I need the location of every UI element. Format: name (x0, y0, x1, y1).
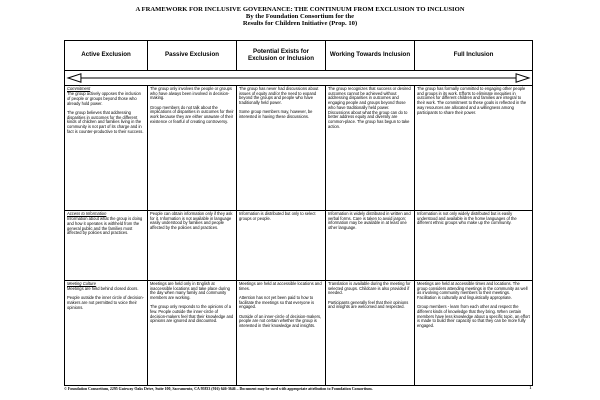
double-headed-arrow-icon (65, 71, 532, 85)
continuum-arrow-row (65, 71, 533, 86)
cell-text: The group recognizes that success or desired outcomes cannot be achieved without addressing disparities in outcomes and engaging people and groups beyond those who have traditionally held power. Discussions about what the group can do to better address equity and diversity are common-place. The group has begun to take action. (328, 86, 411, 129)
cell-text: People can obtain information only if they ask for it. Information is not available in language easily understood by families and people affected by the policies and practices. (150, 211, 233, 231)
access-potential (237, 211, 326, 281)
column-header-active-exclusion: Active Exclusion (65, 41, 148, 71)
commitment-row (65, 86, 533, 211)
cell-text: Information is not only widely distributed but is easily understood and available in the home languages of the different ethnic groups who make up the community. (417, 211, 517, 226)
commitment-full-inclusion (415, 86, 533, 211)
cell-text: Information is widely distributed in written and verbal forms. Care is taken to avoid jargon; information may be available in at least one other language. (328, 211, 411, 231)
cell-text: Participants generally feel that their opinions and insights are welcomed and respected. (328, 299, 409, 310)
commitment-potential (237, 86, 326, 211)
culture-full-inclusion (415, 281, 533, 386)
access-full-inclusion (415, 211, 533, 281)
access-row (65, 211, 533, 281)
culture-working-towards (326, 281, 415, 386)
access-working-towards (326, 211, 415, 281)
cell-text: The group has formally committed to engaging other people and groups in its work. Efforts to eliminate inequities in outcomes for different children and families are integral to their work. The commitment to these goals is reflected in the way resources are allocated and a willingness among participants to share their power. (417, 86, 527, 115)
continuum-arrow-cell (65, 71, 533, 86)
cell-text: Information is distributed but only to select groups or people. (239, 211, 316, 221)
cell-text: The group believes that addressing disparities in outcomes for the different kinds of children and families living in the community is not part of its charge and in fact is counter-productive to their success. (67, 109, 144, 134)
cell-text: Translation is available during the meeting for selected groups. Childcare is also provided if needed. (328, 281, 411, 296)
copyright-footer: © Foundation Consortium, 2295 Gateway Oaks Drive, Suite 100, Sacramento, CA 95833 (916) 646-3646 – Document may be used with appropriate attribution to Foundation Consortium. (64, 387, 373, 391)
culture-potential (237, 281, 326, 386)
cell-text: Some group members may, however, be interested in having these discussions. (239, 109, 313, 120)
column-header-row (65, 41, 533, 71)
cell-text: Group members - learn from each other and respect the different kinds of knowledge that they bring. When certain members have less knowledge about a specific topic, an effort is made to build their capacity so that they can be more fully engaged. (417, 304, 530, 329)
cell-text: Meetings are held at accessible times and locations. The group considers attending meetings in the community as well as involving community members to their meetings. Facilitation is culturally and linguistically appropriate. (417, 281, 528, 301)
cell-text: Group members do not talk about the implications of disparities in outcomes for their work because they are either unaware of their existence or fearful of creating controversy. (150, 104, 234, 124)
access-passive-exclusion (148, 211, 237, 281)
cell-text: Meetings are held at accessible locations and times. (239, 281, 322, 291)
title-line-1: A FRAMEWORK FOR INCLUSIVE GOVERNANCE: THE CONTINUUM FROM EXCLUSION TO INCLUSION (135, 6, 465, 13)
section-label-access: Access to Information (67, 211, 107, 216)
culture-passive-exclusion (148, 281, 237, 386)
cell-text: Information about what the group is doing and how it operates is withheld from the general public and the families most affected by policies and practices. (67, 216, 143, 236)
page-number: 1 (529, 385, 532, 391)
section-label-commitment: Commitment (67, 86, 91, 91)
commitment-passive-exclusion (148, 86, 237, 211)
cell-text: People outside the inner circle of decision-makers are not permitted to voice their opinions. (67, 295, 144, 310)
column-header-full-inclusion: Full Inclusion (415, 41, 533, 71)
culture-active-exclusion (65, 281, 148, 386)
section-label-meeting-culture: Meeting Culture (67, 281, 96, 286)
cell-text: Meetings are held behind closed doors. (67, 286, 139, 292)
cell-text: Attention has not yet been paid to how to facilitate the meetings so that everyone is engaged. (239, 294, 315, 310)
cell-text: The group only responds to the opinions of a few. People outside the inner-circle of decision-makers feel that their knowledge and opinions are ignored and discounted. (150, 304, 234, 324)
continuum-table (64, 40, 533, 386)
commitment-working-towards (326, 86, 415, 211)
cell-text: Meetings are held only in English at inaccessible locations and take place during the day when many family and community members are working. (150, 281, 230, 301)
access-active-exclusion (65, 211, 148, 281)
cell-text: The group has never had discussions about issues of equity and/or the need to expand beyond the groups and people who have traditionally held power. (239, 86, 319, 106)
commitment-active-exclusion (65, 86, 148, 211)
column-header-passive-exclusion: Passive Exclusion (148, 41, 237, 71)
cell-text: The group actively opposes the inclusion of people or groups beyond those who already hold power. (67, 91, 141, 106)
column-header-potential: Potential Exists for Exclusion or Inclusion (237, 41, 326, 71)
title-line-2: By the Foundation Consortium for the (245, 13, 355, 21)
cell-text: The group only involves the people or groups who have always been involved in decision-making. (150, 86, 232, 101)
title-line-3: Results for Children Initiative (Prop. 10) (242, 20, 358, 28)
meeting-culture-row (65, 281, 533, 386)
cell-text: Outside of an inner-circle of decision-makers, people are not certain whether the group is interested in their knowledge and insights. (239, 313, 322, 328)
document-title (0, 6, 600, 28)
column-header-working-towards: Working Towards Inclusion (326, 41, 415, 71)
